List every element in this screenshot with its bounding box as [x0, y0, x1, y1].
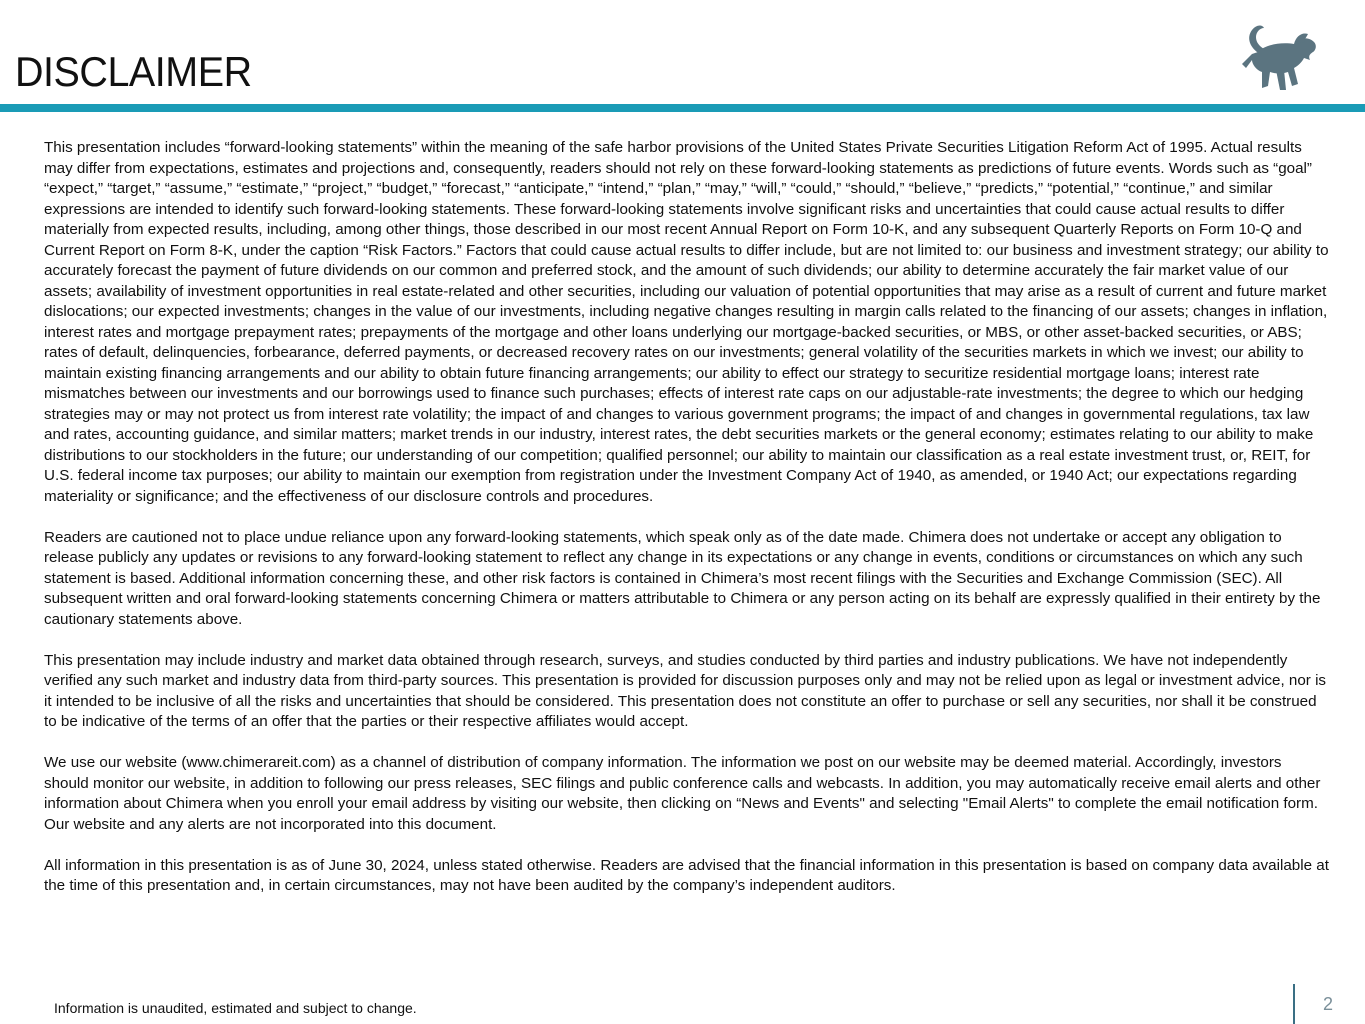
disclaimer-body [44, 138, 1329, 917]
paragraph-market-data: This presentation may include industry and market data obtained through research, surveys, and studies conducted by third parties and industry publications. We have not independently verified any such market and industry data from third-party sources. This presentation is provided for discussion purposes only and may not be relied upon as legal or investment advice, nor is it intended to be inclusive of all the risks and uncertainties that should be considered. This presentation does not constitute an offer to purchase or sell any securities, nor shall it be construed to be indicative of the terms of an offer that the parties or their respective affiliates would accept. [44, 651, 1327, 730]
header-accent-bar [0, 104, 1365, 112]
lion-logo-icon [1238, 14, 1318, 94]
paragraph-as-of-date: All information in this presentation is as of June 30, 2024, unless stated otherwise. Readers are advised that the financial information in this presentation is based on company data available at the time of this presentation and, in certain circumstances, may not have been audited by the company’s independent auditors. [44, 856, 1329, 894]
page-number: 2 [1323, 994, 1334, 1014]
paragraph-website: We use our website (www.chimerareit.com) as a channel of distribution of company information. The information we post on our website may be deemed material. Accordingly, investors should monitor our website, in addition to following our press releases, SEC filings and public conference calls and webcasts. In addition, you may automatically receive email alerts and other information about Chimera when you enroll your email address by visiting our website, then clicking on “News and Events" and selecting "Email Alerts" to complete the email notification form. Our website and any alerts are not incorporated into this document. [44, 754, 1321, 833]
page-number-divider [1293, 984, 1295, 1024]
page-title: DISCLAIMER [15, 48, 252, 95]
paragraph-caution: Readers are cautioned not to place undue reliance upon any forward-looking statements, which speak only as of the date made. Chimera does not undertake or accept any obligation to release publicly any updates or revisions to any forward-looking statement to reflect any change in its expectations or any change in events, conditions or circumstances on which any such statement is based. Additional information concerning these, and other risk factors is contained in Chimera’s most recent filings with the Securities and Exchange Commission (SEC). All subsequent written and oral forward-looking statements concerning Chimera or matters attributable to Chimera or any person acting on its behalf are expressly qualified in their entirety by the cautionary statements above. [44, 528, 1321, 628]
footer-note: Information is unaudited, estimated and subject to change. [54, 1000, 417, 1016]
paragraph-forward-looking: This presentation includes “forward-looking statements” within the meaning of the safe harbor provisions of the United States Private Securities Litigation Reform Act of 1995. Actual results may differ from expectations, estimates and projections and, consequently, readers should not rely on these forward-looking statements as predictions of future events. Words such as “goal” “expect,” “target,” “assume,” “estimate,” “project,” “budget,” “forecast,” “anticipate,” “intend,” “plan,” “may,” “will,” “could,” “should,” “believe,” “predicts,” “potential,” “continue,” and similar expressions are intended to identify such forward-looking statements. These forward-looking statements involve significant risks and uncertainties that could cause actual results to differ materially from expected results, including, among other things, those described in our most recent Annual Report on Form 10-K, and any subsequent Quarterly Reports on Form 10-Q and Current Report on Form 8-K, under the caption “Risk Factors.” Factors that could cause actual results to differ include, but are not limited to: our business and investment strategy; our ability to accurately forecast the payment of future dividends on our common and preferred stock, and the amount of such dividends; our ability to determine accurately the fair market value of our assets; availability of investment opportunities in real estate-related and other securities, including our valuation of potential opportunities that may arise as a result of current and future market dislocations; our expected investments; changes in the value of our investments, including negative changes resulting in margin calls related to the financing of our assets; changes in inflation, interest rates and mortgage prepayment rates; prepayments of the mortgage and other loans underlying our mortgage-backed securities, or MBS, or other asset-backed securities, or ABS; rates of default, delinquencies, forbearance, deferred payments, or decreased recovery rates on our investments; general volatility of the securities markets in which we invest; our ability to maintain existing financing arrangements and our ability to obtain future financing arrangements; our ability to effect our strategy to securitize residential mortgage loans; interest rate mismatches between our investments and our borrowings used to finance such purchases; effects of interest rate caps on our adjustable-rate investments; the degree to which our hedging strategies may or may not protect us from interest rate volatility; the impact of and changes to various government programs; the impact of and changes in governmental regulations, tax law and rates, accounting guidance, and similar matters; market trends in our industry, interest rates, the debt securities markets or the general economy; estimates relating to our ability to make distributions to our stockholders in the future; our understanding of our competition; qualified personnel; our ability to maintain our classification as a real estate investment trust, or, REIT, for U.S. federal income tax purposes; our ability to maintain our exemption from registration under the Investment Company Act of 1940, as amended, or 1940 Act; our expectations regarding materiality or significance; and the effectiveness of our disclosure controls and procedures. [44, 139, 1329, 505]
